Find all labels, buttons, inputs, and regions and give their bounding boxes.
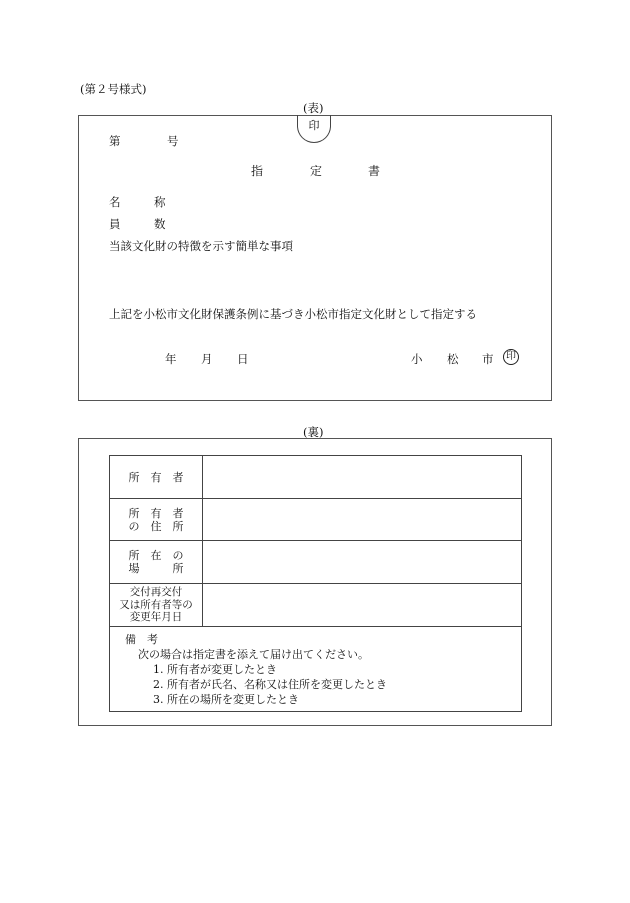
features-label: 当該文化財の特徴を示す簡単な事項 bbox=[109, 239, 293, 253]
notes-heading: 備 考 bbox=[125, 633, 158, 646]
table-row bbox=[110, 627, 522, 712]
count-label-1: 員 bbox=[109, 217, 121, 231]
notes-item-2: 2. 所有者が氏名、名称又は住所を変更したとき bbox=[153, 678, 387, 691]
back-side-label: (裏) bbox=[303, 425, 324, 439]
form-number: (第２号様式) bbox=[80, 82, 147, 96]
issuer-char-1: 小 bbox=[411, 352, 423, 366]
issuer-seal: 印 bbox=[503, 349, 519, 365]
location-label: 所 在 の 場 所 bbox=[110, 541, 203, 584]
name-label-1: 名 bbox=[109, 195, 121, 209]
issuer-char-3: 市 bbox=[482, 352, 494, 366]
register-table bbox=[109, 455, 522, 712]
stamp-mark-text: 印 bbox=[308, 119, 320, 132]
designation-statement: 上記を小松市文化財保護条例に基づき小松市指定文化財として指定する bbox=[109, 307, 477, 321]
owner-value bbox=[203, 456, 522, 499]
front-certificate-box bbox=[78, 115, 552, 401]
number-suffix: 号 bbox=[167, 134, 179, 148]
date-day: 日 bbox=[237, 352, 249, 366]
front-side-label: (表) bbox=[303, 101, 324, 115]
table-row bbox=[110, 584, 522, 627]
date-year: 年 bbox=[165, 352, 177, 366]
count-label-2: 数 bbox=[154, 217, 166, 231]
table-row bbox=[110, 541, 522, 584]
name-label-2: 称 bbox=[154, 195, 166, 209]
issue-change-date-value bbox=[203, 584, 522, 627]
table-row bbox=[110, 456, 522, 499]
notes-item-3: 3. 所在の場所を変更したとき bbox=[153, 693, 299, 706]
table-row bbox=[110, 499, 522, 541]
owner-address-value bbox=[203, 499, 522, 541]
notes-lead: 次の場合は指定書を添えて届け出てください。 bbox=[138, 648, 369, 661]
notes-item-1: 1. 所有者が変更したとき bbox=[153, 663, 277, 676]
location-value bbox=[203, 541, 522, 584]
owner-label: 所 有 者 bbox=[110, 456, 203, 499]
date-month: 月 bbox=[201, 352, 213, 366]
document-title-char-2: 定 bbox=[310, 164, 323, 178]
owner-address-label: 所 有 者 の 住 所 bbox=[110, 499, 203, 541]
number-prefix: 第 bbox=[109, 134, 121, 148]
issuer-char-2: 松 bbox=[447, 352, 459, 366]
issue-change-date-label: 交付再交付 又は所有者等の 変更年月日 bbox=[110, 584, 203, 627]
document-title-char-3: 書 bbox=[368, 164, 381, 178]
notes-cell bbox=[110, 627, 522, 712]
document-title-char-1: 指 bbox=[251, 164, 264, 178]
